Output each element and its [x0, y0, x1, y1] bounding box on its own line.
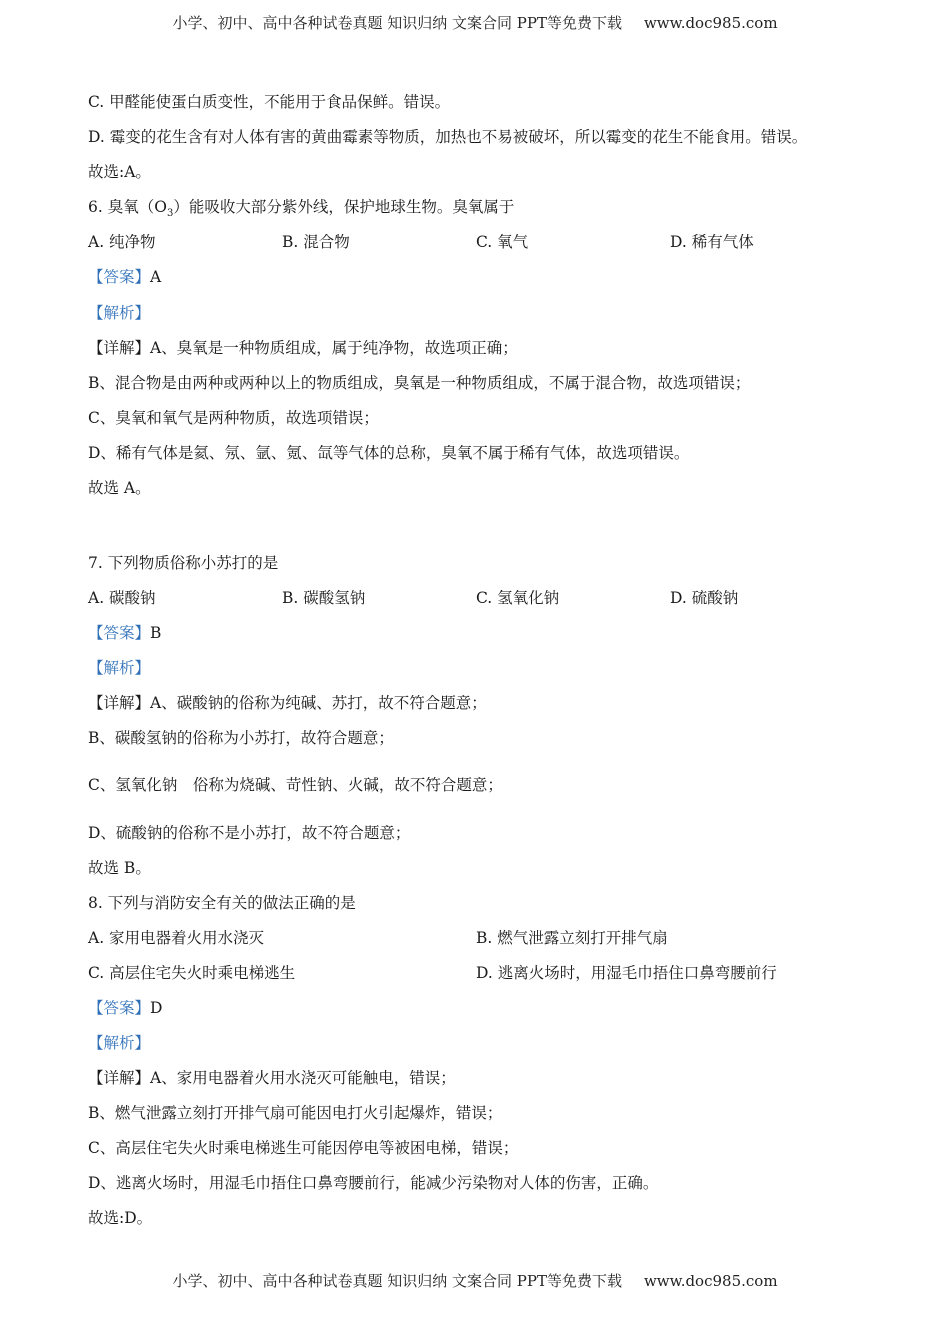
q7-option-b: B. 碳酸氢钠 [282, 589, 366, 607]
q6-conclusion: 故选 A。 [88, 479, 151, 497]
q8-conclusion: 故选:D。 [88, 1209, 153, 1227]
q6-stem [88, 195, 514, 219]
q7-conclusion: 故选 B。 [88, 859, 151, 877]
q7-stem: 7. 下列物质俗称小苏打的是 [88, 554, 279, 572]
q6-detail-d: D、稀有气体是氦、氖、氩、氪、氙等气体的总称，臭氧不属于稀有气体，故选项错误。 [88, 444, 690, 462]
q6-detail-b: B、混合物是由两种或两种以上的物质组成，臭氧是一种物质组成，不属于混合物，故选项错误； [88, 374, 751, 392]
q7-detail-c: C、氢氧化钠 俗称为烧碱、苛性钠、火碱，故不符合题意； [88, 776, 503, 794]
q8-option-d: D. 逃离火场时，用湿毛巾捂住口鼻弯腰前行 [476, 964, 777, 982]
q7-detail-d: D、硫酸钠的俗称不是小苏打，故不符合题意； [88, 824, 411, 842]
q8-detail-d: D、逃离火场时，用湿毛巾捂住口鼻弯腰前行，能减少污染物对人体的伤害，正确。 [88, 1174, 659, 1192]
prev-option-d-explanation: D. 霉变的花生含有对人体有害的黄曲霉素等物质，加热也不易被破坏，所以霉变的花生不能食用。错误。 [88, 128, 808, 146]
q6-stem-part1: 6. 臭氧（O [88, 198, 167, 216]
footer-site: www.doc985.com [643, 1272, 778, 1290]
q6-answer-tag: 【答案】 [88, 268, 151, 286]
q8-answer [88, 996, 162, 1018]
q6-answer-value: A [150, 268, 162, 286]
q7-detail-a-text: A、碳酸钠的俗称为纯碱、苏打，故不符合题意； [150, 694, 487, 712]
q7-answer [88, 621, 161, 643]
q7-detail-a [88, 691, 487, 713]
q6-detail-tag: 【详解】 [88, 339, 151, 357]
q6-detail-c: C、臭氧和氧气是两种物质，故选项错误； [88, 409, 379, 427]
q7-answer-value: B [150, 624, 162, 642]
q7-option-d: D. 硫酸钠 [670, 589, 739, 607]
q8-stem: 8. 下列与消防安全有关的做法正确的是 [88, 894, 356, 912]
q7-answer-tag: 【答案】 [88, 624, 151, 642]
page-header [0, 12, 950, 33]
q6-detail-a-text: A、臭氧是一种物质组成，属于纯净物，故选项正确； [150, 339, 518, 357]
q8-answer-tag: 【答案】 [88, 999, 151, 1017]
q8-option-b: B. 燃气泄露立刻打开排气扇 [476, 929, 668, 947]
q7-analysis-tag: 【解析】 [88, 659, 151, 677]
q6-detail-a [88, 336, 518, 358]
prev-conclusion: 故选:A。 [88, 163, 151, 181]
q6-answer [88, 265, 161, 287]
q6-stem-part2: ）能吸收大部分紫外线，保护地球生物。臭氧属于 [173, 198, 515, 216]
q7-option-c: C. 氢氧化钠 [476, 589, 560, 607]
q6-option-a: A. 纯净物 [88, 233, 156, 251]
q8-detail-a-text: A、家用电器着火用水浇灭可能触电，错误； [150, 1069, 456, 1087]
header-site: www.doc985.com [643, 14, 778, 32]
q6-option-d: D. 稀有气体 [670, 233, 754, 251]
q6-stem-subscript: 3 [166, 208, 174, 220]
page-footer [0, 1270, 950, 1291]
q6-option-b: B. 混合物 [282, 233, 350, 251]
q8-detail-a [88, 1066, 456, 1088]
header-text: 小学、初中、高中各种试卷真题 知识归纳 文案合同 PPT等免费下载 [172, 14, 622, 32]
prev-option-c-explanation: C. 甲醛能使蛋白质变性，不能用于食品保鲜。错误。 [88, 93, 451, 111]
q7-detail-tag: 【详解】 [88, 694, 151, 712]
q8-option-c: C. 高层住宅失火时乘电梯逃生 [88, 964, 296, 982]
q7-detail-b: B、碳酸氢钠的俗称为小苏打，故符合题意； [88, 729, 394, 747]
q8-analysis-tag: 【解析】 [88, 1034, 151, 1052]
q7-option-a: A. 碳酸钠 [88, 589, 156, 607]
footer-text: 小学、初中、高中各种试卷真题 知识归纳 文案合同 PPT等免费下载 [172, 1272, 622, 1290]
q6-analysis-tag: 【解析】 [88, 304, 151, 322]
q8-detail-b: B、燃气泄露立刻打开排气扇可能因电打火引起爆炸，错误； [88, 1104, 503, 1122]
q6-option-c: C. 氧气 [476, 233, 529, 251]
q8-detail-tag: 【详解】 [88, 1069, 151, 1087]
q8-detail-c: C、高层住宅失火时乘电梯逃生可能因停电等被困电梯，错误； [88, 1139, 519, 1157]
q8-answer-value: D [150, 999, 163, 1017]
q8-option-a: A. 家用电器着火用水浇灭 [88, 929, 265, 947]
